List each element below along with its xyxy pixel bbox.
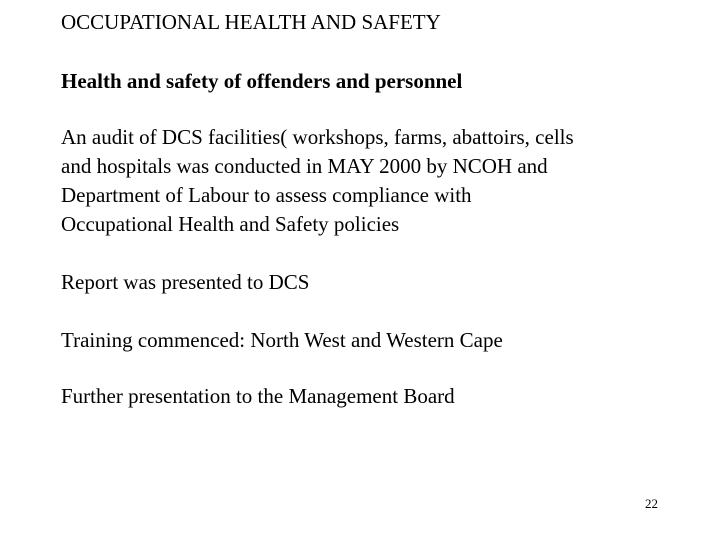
audit-paragraph: [61, 123, 574, 239]
audit-line-2: and hospitals was conducted in MAY 2000 by NCOH and: [61, 154, 548, 178]
report-paragraph: Report was presented to DCS: [61, 270, 310, 294]
audit-line-3: Department of Labour to assess compliance with: [61, 183, 472, 207]
further-paragraph: Further presentation to the Management Board: [61, 384, 455, 408]
training-paragraph: Training commenced: North West and Western Cape: [61, 328, 503, 352]
audit-line-4: Occupational Health and Safety policies: [61, 212, 400, 236]
slide-title: OCCUPATIONAL HEALTH AND SAFETY: [61, 10, 441, 34]
slide-subtitle: Health and safety of offenders and personnel: [61, 69, 463, 93]
page-number: 22: [645, 496, 658, 511]
audit-line-1: An audit of DCS facilities( workshops, farms, abattoirs, cells: [61, 125, 574, 149]
